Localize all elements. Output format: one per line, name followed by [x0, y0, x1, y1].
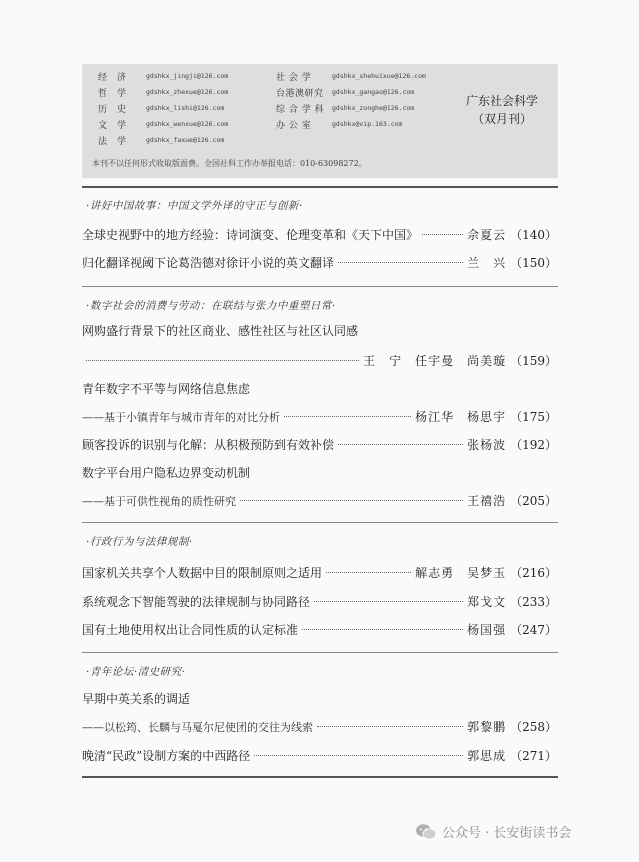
journal-period: （双月刊） [471, 112, 532, 126]
contact-email: gdshkx@vip.163.com [332, 120, 403, 128]
watermark-text: 公众号 · 长安街读书会 [442, 826, 572, 841]
dot-leader [338, 262, 463, 263]
article-title[interactable]: 青年数字不平等与网络信息焦虑 [82, 382, 251, 396]
article-subtitle: ——以松筠、长麟与马戛尔尼使团的交往为线索 [82, 721, 313, 734]
dot-leader [302, 629, 463, 630]
toc-entry[interactable] [82, 492, 557, 508]
page-number: （150） [510, 256, 557, 270]
section-title: ·讲好中国故事：中国文学外译的守正与创新· [86, 200, 303, 212]
toc-entry[interactable] [82, 718, 557, 734]
page-number: （247） [510, 623, 557, 637]
article-authors: 郑戈文 [467, 595, 507, 609]
article-authors: 杨江华 杨思宇 [415, 410, 507, 424]
contact-email: gdshkx_zonghe@126.com [332, 104, 415, 112]
contact-label: 办 公 室 [276, 121, 312, 131]
article-title: 国有土地使用权出让合同性质的认定标准 [82, 623, 299, 637]
page-number: （233） [510, 595, 557, 609]
contact-label: 社 会 学 [276, 73, 312, 83]
article-title[interactable]: 早期中英关系的调适 [82, 692, 191, 706]
contact-email: gdshkx_faxue@126.com [146, 136, 225, 144]
section-title: ·青年论坛·清史研究· [86, 666, 186, 678]
dot-leader [422, 234, 463, 235]
article-authors: 解志勇 吴梦玉 [415, 566, 507, 580]
toc-entry[interactable] [82, 352, 557, 368]
page-number: （216） [510, 566, 557, 580]
contact-label: 文 学 [98, 121, 127, 131]
toc-entry[interactable] [82, 226, 557, 242]
contact-email: gdshkx_wenxue@126.com [146, 120, 229, 128]
journal-brand [452, 92, 552, 128]
article-title[interactable]: 网购盛行背景下的社区商业、感性社区与社区认同感 [82, 324, 359, 338]
contact-email: gdshkx_gangao@126.com [332, 88, 415, 96]
article-authors: 郭思成 [467, 749, 507, 763]
dot-leader [86, 360, 359, 361]
section-divider [82, 286, 558, 287]
dot-leader [326, 572, 411, 573]
contact-email: gdshkx_jingji@126.com [146, 72, 229, 80]
section-divider [82, 522, 558, 523]
article-title: 系统观念下智能驾驶的法律规制与协同路径 [82, 595, 311, 609]
section-title: ·行政行为与法律规制· [86, 536, 193, 548]
page-number: （271） [510, 749, 557, 763]
article-authors: 佘夏云 [467, 228, 507, 242]
page-number: （159） [510, 354, 557, 368]
page-number: （192） [510, 438, 557, 452]
article-title: 国家机关共享个人数据中目的限制原则之适用 [82, 566, 323, 580]
contact-label: 经 济 [98, 73, 127, 83]
toc-entry[interactable] [82, 593, 557, 609]
page-number: （205） [510, 494, 557, 508]
contact-label: 法 学 [98, 137, 127, 147]
article-subtitle: ——基于小镇青年与城市青年的对比分析 [82, 411, 280, 424]
article-subtitle: ——基于可供性视角的质性研究 [82, 495, 236, 508]
page-number: （258） [510, 720, 557, 734]
article-title: 归化翻译视阈下论葛浩德对徐讦小说的英文翻译 [82, 256, 335, 270]
article-title[interactable]: 数字平台用户隐私边界变动机制 [82, 466, 251, 480]
page-number: （140） [510, 228, 557, 242]
dot-leader [284, 416, 411, 417]
wechat-watermark [415, 822, 571, 841]
section-title: ·数字社会的消费与劳动：在联结与张力中重塑日常· [86, 300, 336, 312]
contact-email: gdshkx_zhexue@126.com [146, 88, 229, 96]
contact-label: 综 合 学 科 [276, 105, 325, 115]
section-divider [82, 652, 558, 653]
article-authors: 兰 兴 [467, 256, 507, 270]
toc-entry[interactable] [82, 564, 557, 580]
article-authors: 杨国强 [467, 623, 507, 637]
toc-entry[interactable] [82, 254, 557, 270]
contact-label: 历 史 [98, 105, 127, 115]
bottom-rule [82, 776, 558, 778]
article-title: 顾客投诉的识别与化解：从积极预防到有效补偿 [82, 438, 335, 452]
dot-leader [314, 601, 463, 602]
article-title: 晚清“民政”设制方案的中西路径 [82, 749, 251, 763]
article-authors: 郭黎鹏 [467, 720, 507, 734]
dot-leader [240, 500, 463, 501]
article-authors: 王禧浩 [467, 494, 507, 508]
toc-entry[interactable] [82, 408, 557, 424]
dot-leader [338, 444, 463, 445]
article-title: 全球史视野中的地方经验：诗词演变、伦理变革和《天下中国》 [82, 228, 419, 242]
toc-entry[interactable] [82, 621, 557, 637]
dot-leader [317, 726, 463, 727]
article-authors: 张杨波 [467, 438, 507, 452]
box-note: 本刊不以任何形式收取版面费。全国社科工作办举报电话：010-63098272。 [92, 159, 367, 168]
section-divider [82, 186, 558, 188]
toc-entry[interactable] [82, 747, 557, 763]
toc-entry[interactable] [82, 436, 557, 452]
contact-label: 台港澳研究 [276, 89, 324, 99]
wechat-icon [415, 823, 437, 841]
article-authors: 王 宁 任宇曼 尚美璇 [363, 354, 507, 368]
dot-leader [254, 755, 463, 756]
contact-email: gdshkx_lishi@126.com [146, 104, 225, 112]
contact-email: gdshkx_shehuixue@126.com [332, 72, 426, 80]
journal-name: 广东社会科学 [465, 94, 538, 108]
contact-label: 哲 学 [98, 89, 127, 99]
page-number: （175） [510, 410, 557, 424]
